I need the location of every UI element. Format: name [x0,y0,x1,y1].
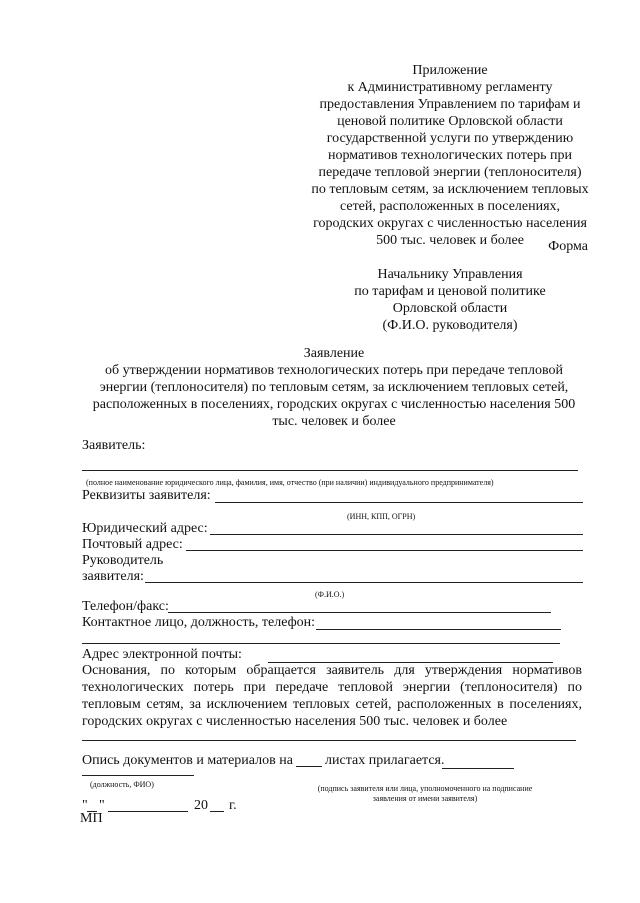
requisites-label: Реквизиты заявителя: [82,488,211,503]
appendix-line: предоставления Управлением по тарифам и [319,97,581,112]
document-title [80,362,588,430]
grounds-paragraph [82,662,582,730]
inventory-pages-field[interactable] [296,766,322,767]
date-month-field[interactable] [108,811,188,812]
inventory-text-after: листах прилагается. [325,753,445,768]
signer-hint [280,784,570,804]
legal-address-label: Юридический адрес: [82,521,208,536]
signer-hint-line: заявления от имени заявителя) [372,794,478,803]
contact-label: Контактное лицо, должность, телефон: [82,615,316,630]
stamp-label: МП [80,811,103,826]
appendix-block [300,62,600,249]
position-hint: (должность, ФИО) [90,780,154,789]
requisites-hint: (ИНН, КПП, ОГРН) [347,512,416,521]
signer-hint-line: (подпись заявителя или лица, уполномоченного на подписание [317,784,533,793]
title-line: энергии (теплоносителя) по тепловым сетям, за исключением тепловых сетей, [99,380,569,395]
applicant-field-line[interactable] [82,470,578,471]
appendix-line: городских округах с численностью населения [313,216,587,231]
head-hint: (Ф.И.О.) [315,590,345,599]
position-field-line[interactable] [82,775,194,776]
addressee-line: Начальнику Управления [377,267,523,282]
document-heading: Заявление [303,346,365,361]
title-line: об утверждении нормативов технологических потерь при передаче тепловой [105,363,563,378]
appendix-line: нормативов технологических потерь при [328,148,572,163]
phone-label: Телефон/факс: [82,599,169,614]
applicant-hint: (полное наименование юридического лица, фамилия, имя, отчество (при наличии) индивидуального предпринимателя) [86,478,494,487]
appendix-line: сетей, расположенных в поселениях, [339,199,561,214]
head-field-line[interactable] [145,582,583,583]
grounds-line: технологических потерь при передаче тепловой энергии (теплоносителя) по [82,680,582,695]
date-quote-open: " [82,798,88,813]
contact-field-line-2[interactable] [82,643,560,644]
head-label-line2: заявителя: [82,569,144,584]
legal-address-field-line[interactable] [210,534,583,535]
grounds-line: Основания, по которым обращается заявитель для утверждения нормативов [82,663,582,678]
phone-field-line[interactable] [168,612,551,613]
addressee-block [330,266,570,334]
appendix-line: передаче тепловой энергии (теплоносителя) [318,165,582,180]
appendix-line: ценовой политике Орловской области [337,114,563,129]
appendix-line: по тепловым сетям, за исключением тепловых [311,182,589,197]
appendix-line: государственной услуги по утверждению [326,131,574,146]
email-label: Адрес электронной почты: [82,647,242,662]
appendix-line: к Административному регламенту [347,80,553,95]
grounds-line: тепловым сетям, за исключением тепловых сетей, расположенных в поселениях, [82,697,582,712]
inventory-text-before: Опись документов и материалов на [82,753,293,768]
postal-address-field-line[interactable] [186,550,583,551]
requisites-field-line[interactable] [215,502,583,503]
contact-field-line[interactable] [316,629,561,630]
postal-address-label: Почтовый адрес: [82,537,183,552]
date-quote-close: " [99,798,105,813]
addressee-line: (Ф.И.О. руководителя) [382,318,518,333]
grounds-field-line[interactable] [82,740,576,741]
grounds-line: городских округах с численностью населения 500 тыс. человек и более [82,714,508,729]
addressee-line: Орловской области [392,301,508,316]
appendix-line: Приложение [412,63,488,78]
date-year-suffix: г. [229,798,237,813]
date-year-prefix: 20 [194,798,208,813]
head-label-line1: Руководитель [82,553,164,568]
form-label: Форма [548,239,588,254]
inventory-trailing-line[interactable] [442,768,514,769]
date-year-field[interactable] [210,811,224,812]
addressee-line: по тарифам и ценовой политике [354,284,546,299]
title-line: тыс. человек и более [272,414,396,429]
applicant-label: Заявитель: [82,438,146,453]
appendix-line: 500 тыс. человек и более [376,233,524,248]
title-line: расположенных в поселениях, городских округах с численностью населения 500 [92,397,576,412]
